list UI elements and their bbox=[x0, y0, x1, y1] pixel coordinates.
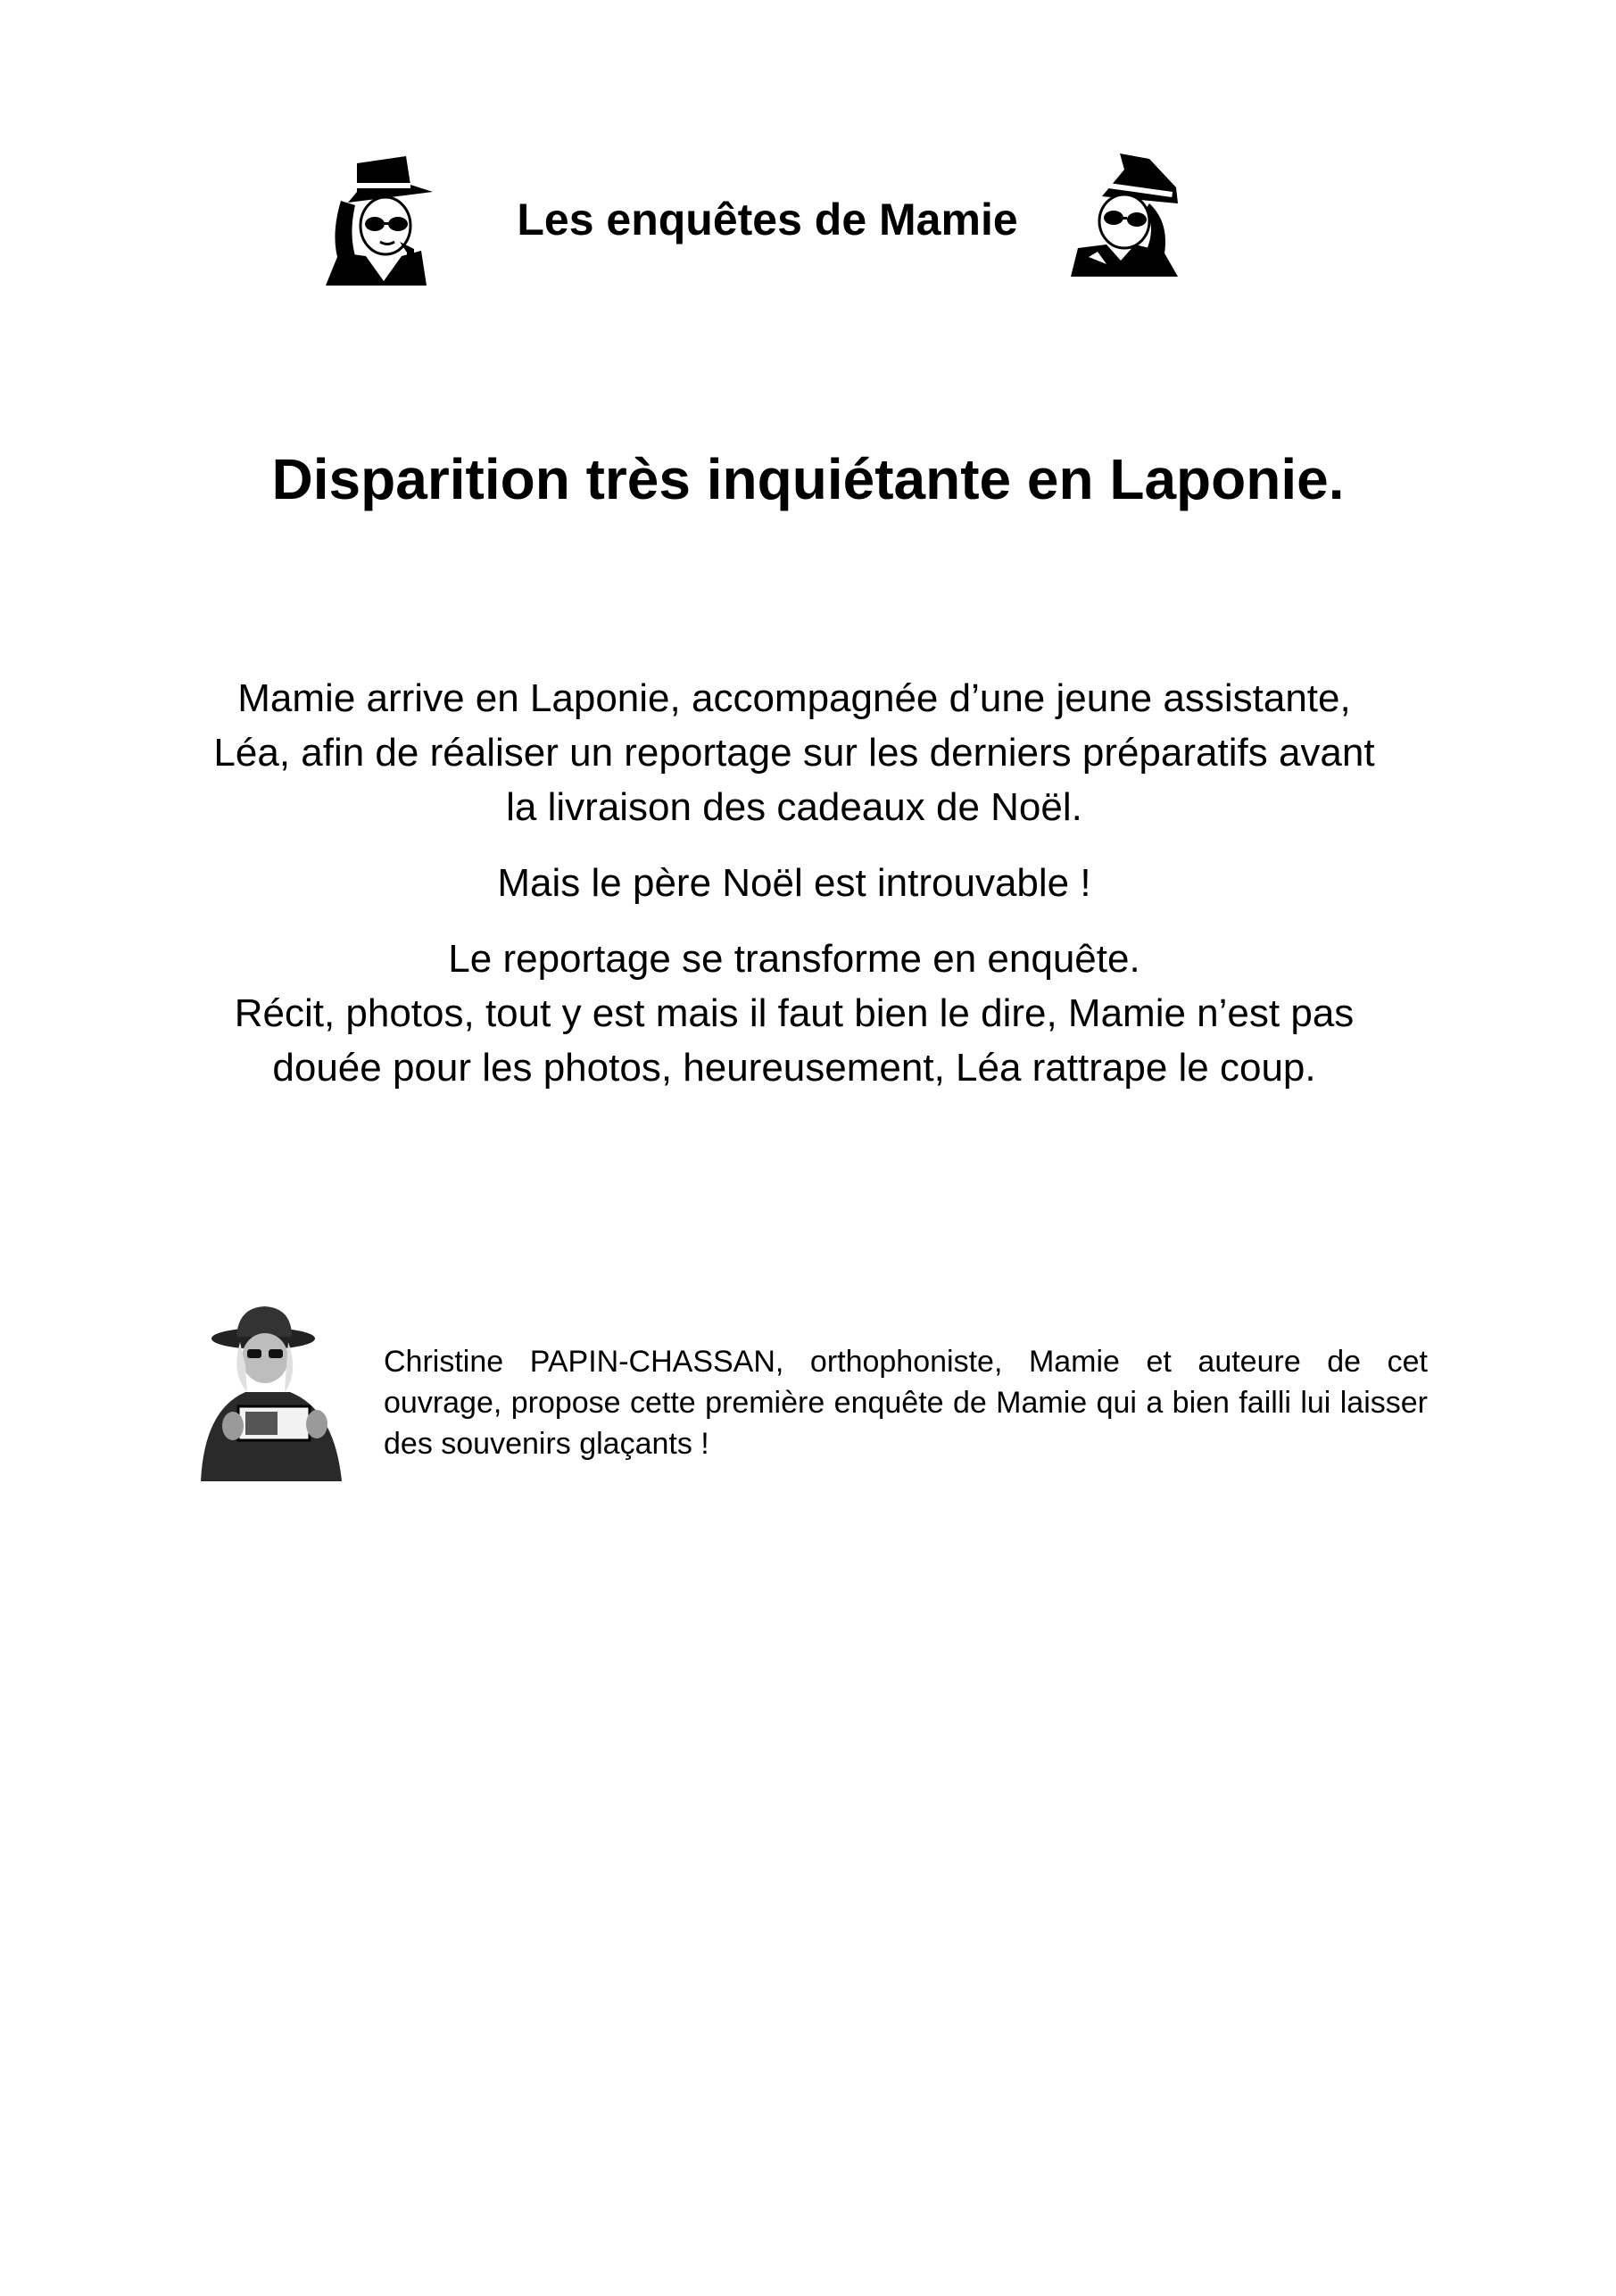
series-header bbox=[321, 147, 1214, 290]
detective-granny-icon bbox=[1071, 152, 1191, 277]
detective-granny-icon bbox=[321, 156, 442, 286]
blurb-line: Mais le père Noël est introuvable ! bbox=[497, 861, 1091, 905]
blurb-paragraph bbox=[89, 856, 1499, 910]
book-title: Disparition très inquiétante en Laponie. bbox=[271, 447, 1345, 511]
blurb-line: douée pour les photos, heureusement, Léa rattrape le coup. bbox=[272, 1046, 1316, 1090]
blurb-line: Mamie arrive en Laponie, accompagnée d’une jeune assistante, bbox=[237, 676, 1351, 720]
blurb-line: la livraison des cadeaux de Noël. bbox=[506, 785, 1082, 829]
series-title: Les enquêtes de Mamie bbox=[517, 195, 1018, 245]
blurb-line: Le reportage se transforme en enquête. bbox=[448, 937, 1140, 981]
author-photo bbox=[192, 1303, 348, 1481]
blurb-line: Léa, afin de réaliser un reportage sur les derniers préparatifs avant bbox=[213, 731, 1375, 775]
blurb bbox=[89, 671, 1499, 1116]
blurb-paragraph bbox=[89, 932, 1499, 1095]
blurb-paragraph bbox=[89, 671, 1499, 834]
author-bio: Christine PAPIN-CHASSAN, orthophoniste, Mamie et auteure de cet ouvrage, propose cette première enquête de Mamie qui a bien failli lui laisser des souvenirs glaçants ! bbox=[384, 1345, 1428, 1461]
blurb-line: Récit, photos, tout y est mais il faut bien le dire, Mamie n’est pas bbox=[234, 991, 1355, 1035]
